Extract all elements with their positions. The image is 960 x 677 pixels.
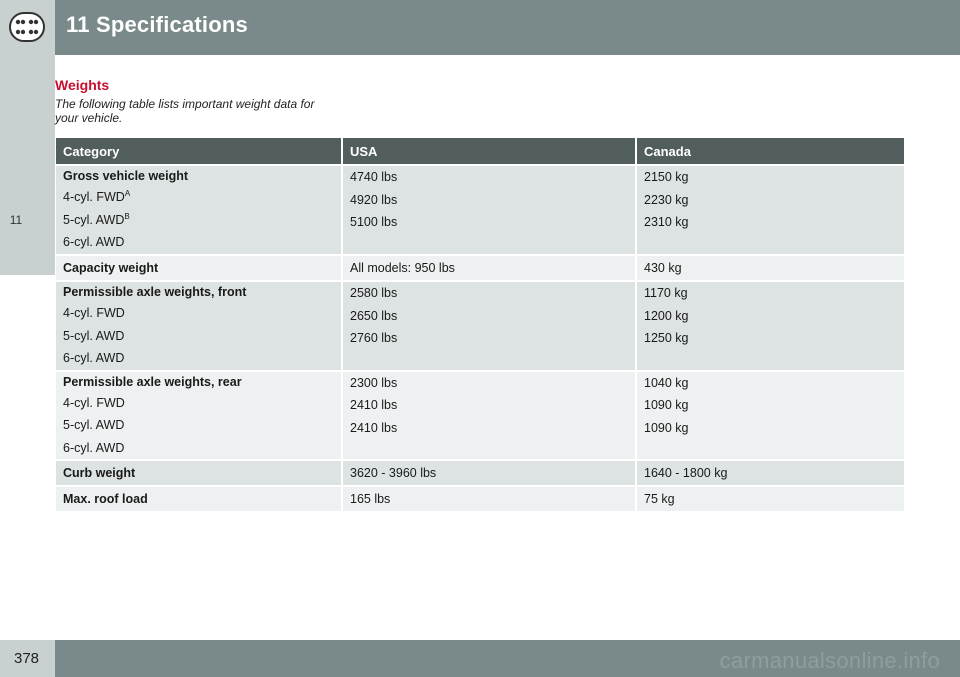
footnote-marker: B xyxy=(124,211,130,221)
footnote-marker: A xyxy=(124,189,131,198)
canada-value: 2230 kg xyxy=(644,192,689,207)
usa-cell xyxy=(342,371,636,461)
variant-label: 6-cyl. AWD xyxy=(63,440,125,455)
variant-label: 6-cyl. AWD xyxy=(63,235,125,249)
category-cell xyxy=(56,165,342,255)
table-row xyxy=(56,281,904,371)
specifications-icon xyxy=(9,12,45,42)
usa-value: 2760 lbs xyxy=(350,331,398,345)
canada-value: 75 kg xyxy=(636,486,904,511)
usa-value: 2300 lbs xyxy=(350,375,398,390)
footer-bar xyxy=(0,640,960,677)
canada-value: 1250 kg xyxy=(644,331,689,345)
canada-cell xyxy=(636,281,904,371)
category-label: Permissible axle weights, front xyxy=(63,285,247,299)
variant-label: 6-cyl. AWD xyxy=(63,351,125,365)
category-cell xyxy=(56,486,342,511)
column-header-usa: USA xyxy=(342,138,636,165)
category-cell xyxy=(56,460,342,486)
usa-value: 2410 lbs xyxy=(350,398,398,412)
usa-value: 2650 lbs xyxy=(350,308,398,323)
section-title: Weights xyxy=(55,77,110,93)
category-label: Permissible axle weights, rear xyxy=(63,374,242,389)
table-header-row xyxy=(56,138,904,165)
usa-cell xyxy=(342,281,636,371)
canada-value: 1090 kg xyxy=(644,420,689,435)
usa-value: 4740 lbs xyxy=(350,170,398,184)
variant-label: 5-cyl. AWD xyxy=(63,328,125,343)
page-number-box xyxy=(0,640,55,677)
canada-value: 430 kg xyxy=(636,255,904,281)
section-intro: The following table lists important weight data for your vehicle. xyxy=(55,97,315,125)
chapter-icon-box xyxy=(0,0,55,55)
usa-cell xyxy=(342,165,636,255)
variant-label: 4-cyl. FWD xyxy=(63,395,125,410)
table-row xyxy=(56,486,904,511)
page-number: 378 xyxy=(14,650,40,667)
chapter-number: 11 xyxy=(9,213,23,227)
category-label: Curb weight xyxy=(63,466,136,480)
canada-cell xyxy=(636,165,904,255)
column-header-canada: Canada xyxy=(636,138,904,165)
canada-value: 1640 - 1800 kg xyxy=(636,460,904,486)
canada-cell xyxy=(636,371,904,461)
chapter-side-tab xyxy=(0,55,55,275)
category-label: Max. roof load xyxy=(63,492,148,506)
table-row xyxy=(56,460,904,486)
table-row xyxy=(56,255,904,281)
usa-value: 2410 lbs xyxy=(350,420,398,435)
column-header-category: Category xyxy=(56,138,342,165)
weights-table xyxy=(56,138,904,511)
canada-value: 1040 kg xyxy=(644,375,689,390)
canada-value: 2150 kg xyxy=(644,170,689,184)
category-label: Capacity weight xyxy=(63,261,159,275)
usa-value: 2580 lbs xyxy=(350,286,398,300)
usa-value: 4920 lbs xyxy=(350,192,398,207)
canada-value: 1170 kg xyxy=(644,286,688,300)
table-row xyxy=(56,165,904,255)
category-cell xyxy=(56,281,342,371)
variant-label: 5-cyl. AWD xyxy=(63,418,125,432)
canada-value: 1090 kg xyxy=(644,398,689,412)
variant-label: 4-cyl. $FWD^A$ xyxy=(63,189,131,204)
category-label: Gross vehicle weight xyxy=(63,169,189,183)
usa-value: All models: 950 lbs xyxy=(342,255,636,281)
usa-value: 165 lbs xyxy=(342,486,636,511)
variant-label: 4-cyl. FWD xyxy=(63,306,125,320)
variant-label: 5-cyl. $AWD^B$ xyxy=(63,211,130,227)
usa-value: 3620 - 3960 lbs xyxy=(342,460,636,486)
canada-value: 2310 kg xyxy=(644,215,689,229)
page-title: 11 Specifications xyxy=(66,12,248,37)
table-row xyxy=(56,371,904,461)
watermark-text: carmanualsonline.info xyxy=(719,648,940,673)
category-cell xyxy=(56,371,342,461)
usa-value: 5100 lbs xyxy=(350,215,398,229)
category-cell xyxy=(56,255,342,281)
header-bar xyxy=(0,0,960,55)
canada-value: 1200 kg xyxy=(644,308,689,323)
